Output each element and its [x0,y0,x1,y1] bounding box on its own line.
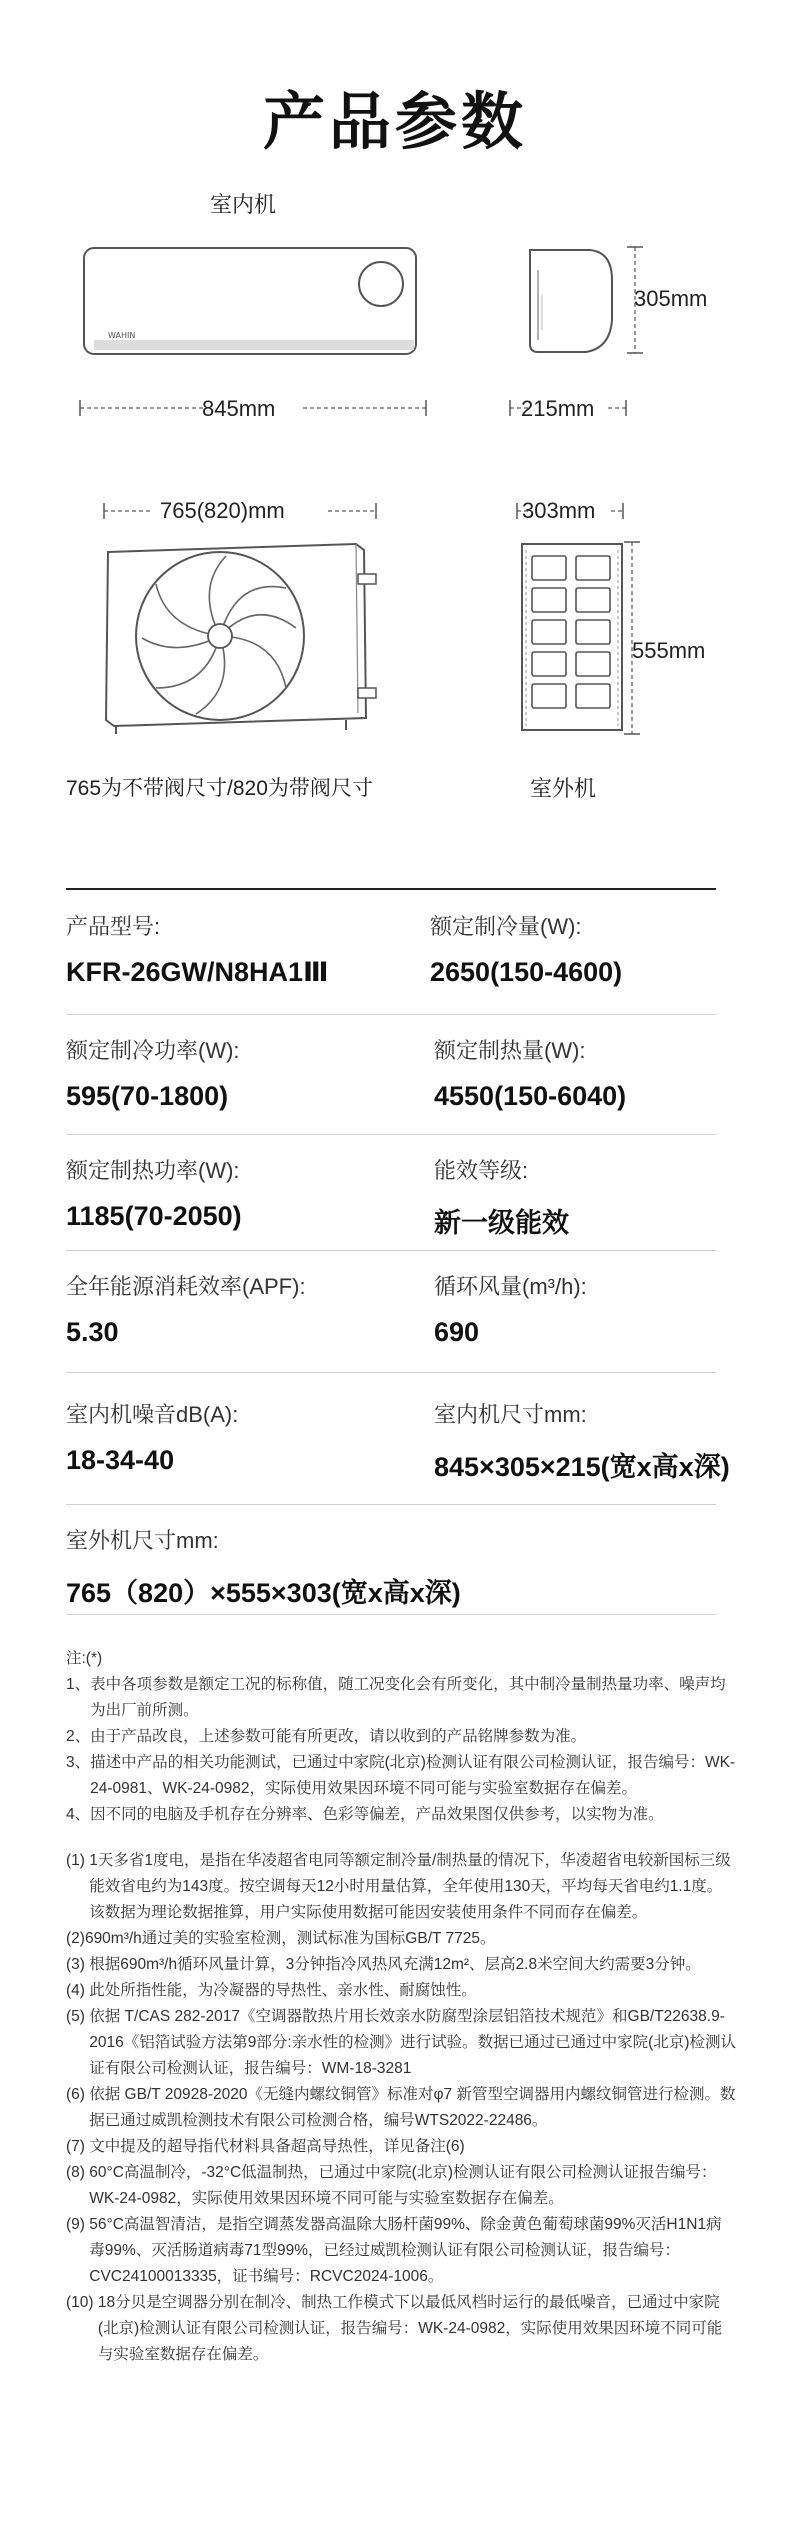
param-label: 额定制冷量(W): [430,914,582,939]
note-item [66,2290,736,2368]
note-index: (10) [66,2294,98,2311]
outdoor-unit-front-diagram [96,538,386,738]
notes-section [66,1646,736,2368]
param-value: 690 [434,1317,480,1347]
notes-detail-list [66,1848,736,2368]
note-index: (1) [66,1852,90,1869]
param-indoor-noise [66,1398,238,1476]
note-index: 2、 [66,1728,91,1745]
note-text: 18分贝是空调器分别在制冷、制热工作模式下以最低风档时运行的最低噪音，已通过中家院(北京)检测认证有限公司检测认证，报告编号：WK-24-0982，实际使用效果因环境不同可能与实验室数据存在偏差。 [97,2294,723,2363]
note-item [66,1848,736,1926]
note-item [66,1952,736,1978]
notes-spacer [66,1828,736,1848]
param-label: 室内机噪音dB(A): [66,1402,239,1427]
page-title: 产品参数 [262,88,527,157]
param-efficiency-grade [434,1154,569,1240]
note-index: (9) [66,2216,90,2233]
row-divider [66,1014,716,1015]
indoor-unit-front-diagram [76,240,426,370]
row-divider [66,1504,716,1505]
note-text: 1天多省1度电，是指在华凌超省电同等额定制冷量/制热量的情况下，华凌超省电较新国标三级能效省电约为143度。按空调每天12小时用量估算，全年使用130天，平均每天省电约1.1度。该数据为理论数据推算，用户实际使用数据可能因安装使用条件不同而存在偏差。 [89,1852,731,1921]
param-label: 室内机尺寸mm: [434,1402,587,1427]
param-value: 5.30 [66,1317,119,1347]
row-divider [66,1250,716,1251]
param-model [66,910,329,988]
table-top-rule [66,888,716,890]
note-index: 3、 [66,1754,91,1771]
param-apf [66,1270,306,1348]
table-bottom-rule [66,1614,716,1615]
note-text: 依据 T/CAS 282-2017《空调器散热片用长效亲水防腐型涂层铝箔技术规范》和GB/T22638.9-2016《铝箔试验方法第9部分:亲水性的检测》进行试验。数据已通过已通过中家院(北京)检测认证有限公司检测认证，报告编号：WM-18-3281 [89,2008,736,2077]
indoor-label: 室内机 [210,192,277,217]
note-text: 表中各项参数是额定工况的标称值，随工况变化会有所变化，其中制冷量制热量功率、噪声均为出厂前所测。 [90,1676,726,1719]
notes-general-list [66,1672,736,1828]
note-text: 根据690m³/h循环风量计算，3分钟指冷风热风充满12m²、层高2.8米空间大约需要3分钟。 [89,1956,701,1973]
param-label: 额定制冷功率(W): [66,1038,240,1063]
param-heating-power [66,1154,242,1232]
note-item [66,1672,736,1724]
note-text: 由于产品改良，上述参数可能有所更改，请以收到的产品铭牌参数为准。 [90,1728,587,1745]
param-label: 额定制热功率(W): [66,1158,240,1183]
param-label: 产品型号: [66,914,161,939]
note-text: 56°C高温智清洁，是指空调蒸发器高温除大肠杆菌99%、除金黄色葡萄球菌99%灭活H1N1病毒99%、灭活肠道病毒71型99%，已经过威凯检测认证有限公司检测认证，报告编号：CVC24100013335，证书编号：RCVC2024-1006。 [89,2216,722,2285]
note-item [66,2004,736,2082]
param-value: 765（820）×555×303(宽x高x深) [66,1578,461,1608]
param-label: 全年能源消耗效率(APF): [66,1274,306,1299]
outdoor-depth-label: 303mm [522,498,596,523]
note-index: (5) [66,2008,90,2025]
param-cooling-capacity [430,910,622,988]
note-index: (4) [66,1982,90,1999]
note-item [66,1978,736,2004]
indoor-unit-side-diagram [520,240,620,370]
param-value: KFR-26GW/N8HA1Ⅲ [66,957,329,987]
param-label: 室外机尺寸mm: [66,1528,219,1553]
note-item [66,2212,736,2290]
note-index: 4、 [66,1806,91,1823]
param-label: 循环风量(m³/h): [434,1274,587,1299]
row-divider [66,1134,716,1135]
param-value: 4550(150-6040) [434,1081,627,1111]
param-indoor-size [434,1398,730,1484]
note-item [66,1926,736,1952]
param-value: 18-34-40 [66,1445,175,1475]
indoor-width-label: 845mm [202,396,276,421]
param-heating-capacity [434,1034,626,1112]
indoor-height-label: 305mm [634,286,708,311]
param-value: 595(70-1800) [66,1081,229,1111]
indoor-depth-label: 215mm [521,396,595,421]
note-text: 此处所指性能，为冷凝器的导热性、亲水性、耐腐蚀性。 [89,1982,477,1999]
param-value: 2650(150-4600) [430,957,623,987]
param-outdoor-size [66,1524,461,1610]
note-text: 60°C高温制冷，-32°C低温制热，已通过中家院(北京)检测认证有限公司检测认证报告编号：WK-24-0982，实际使用效果因环境不同可能与实验室数据存在偏差。 [89,2164,717,2207]
param-label: 额定制热量(W): [434,1038,586,1063]
note-item [66,2160,736,2212]
note-item [66,1724,736,1750]
param-airflow [434,1270,587,1348]
note-index: (6) [66,2086,90,2103]
note-text: 文中提及的超导指代材料具备超高导热性，详见备注(6) [89,2138,465,2155]
note-index: (8) [66,2164,90,2181]
note-text: 因不同的电脑及手机存在分辨率、色彩等偏差，产品效果图仅供参考，以实物为准。 [90,1806,664,1823]
param-value: 1185(70-2050) [66,1201,242,1231]
outdoor-label: 室外机 [530,776,597,801]
param-cooling-power [66,1034,240,1112]
outdoor-width-label: 765(820)mm [160,498,285,523]
note-text: 描述中产品的相关功能测试，已通过中家院(北京)检测认证有限公司检测认证，报告编号：WK-24-0981、WK-24-0982，实际使用效果因环境不同可能与实验室数据存在偏差。 [90,1754,736,1797]
note-index: 1、 [66,1676,91,1693]
note-item [66,1802,736,1828]
outdoor-unit-side-diagram [518,540,630,736]
note-item [66,2134,736,2160]
param-value: 新一级能效 [434,1208,569,1238]
note-index: (7) [66,2138,90,2155]
notes-header: 注:(*) [66,1650,103,1667]
outdoor-caption: 765为不带阀尺寸/820为带阀尺寸 [66,777,373,800]
note-text: (2)690m³/h通过美的实验室检测，测试标准为国标GB/T 7725。 [66,1930,496,1947]
note-item [66,2082,736,2134]
brand-mark: WAHIN [108,331,136,340]
note-text: 依据 GB/T 20928-2020《无缝内螺纹铜管》标准对φ7 新管型空调器用内螺纹铜管进行检测。数据已通过威凯检测技术有限公司检测合格，编号WTS2022-22486。 [89,2086,736,2129]
note-index: (3) [66,1956,90,1973]
row-divider [66,1372,716,1373]
param-value: 845×305×215(宽x高x深) [434,1452,730,1482]
param-label: 能效等级: [434,1158,529,1183]
outdoor-height-label: 555mm [632,638,706,663]
note-item [66,1750,736,1802]
